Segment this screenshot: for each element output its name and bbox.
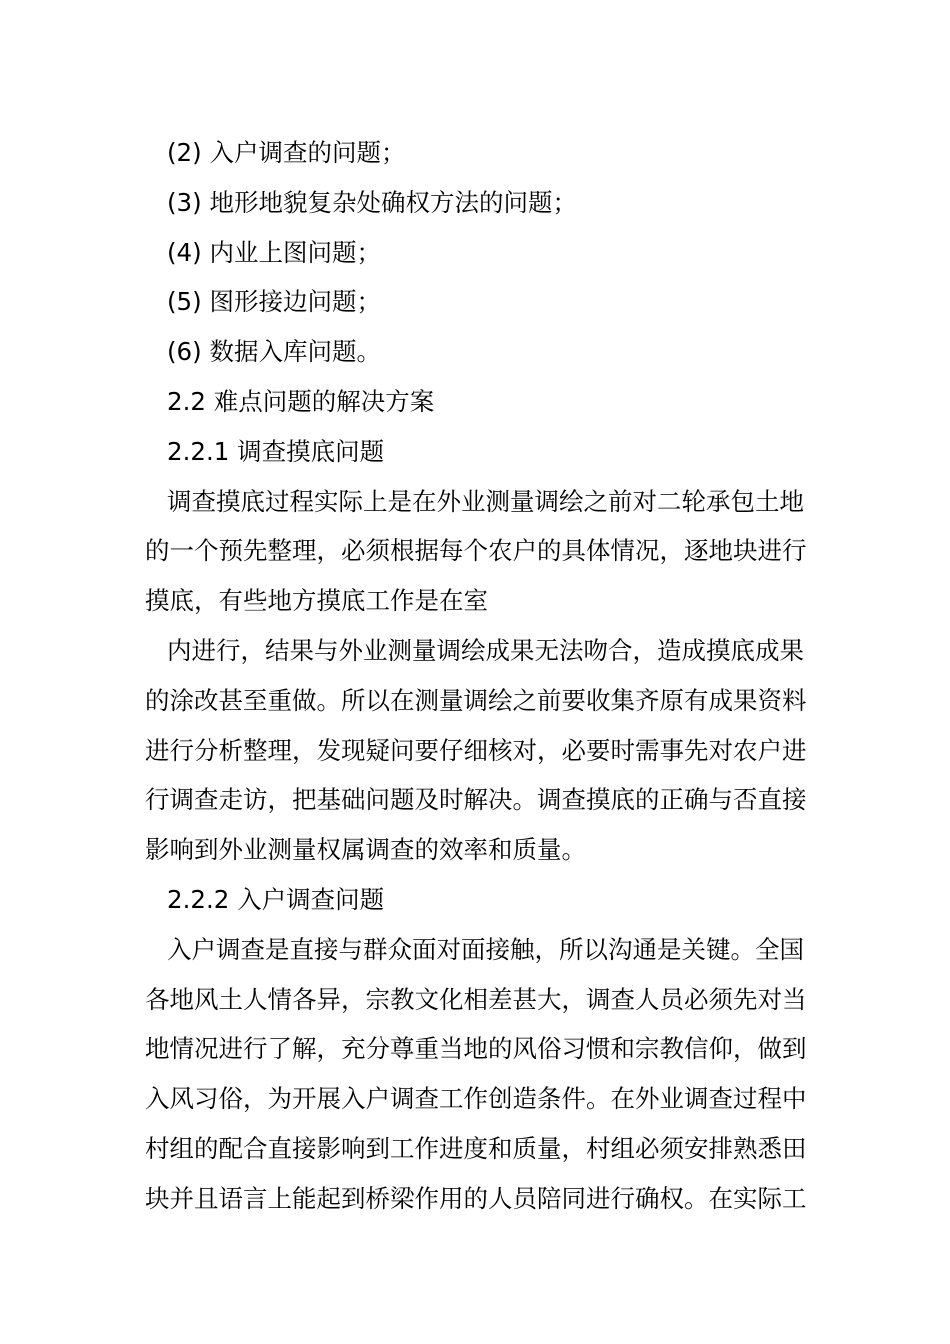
paragraph-line: 块并且语言上能起到桥梁作用的人员陪同进行确权。在实际工	[145, 1183, 807, 1213]
document-body	[145, 128, 807, 1224]
list-item: (4) 内业上图问题；	[167, 237, 381, 267]
list-item: (3) 地形地貌复杂处确权方法的问题；	[167, 187, 577, 217]
paragraph	[145, 477, 807, 626]
paragraph-line: 影响到外业测量权属调查的效率和质量。	[145, 835, 586, 865]
paragraph-line: 摸底，有些地方摸底工作是在室	[145, 586, 488, 616]
paragraph	[145, 925, 807, 1224]
subsection-heading: 2.2.1 调查摸底问题	[167, 436, 385, 466]
section-heading: 2.2 难点问题的解决方案	[167, 386, 435, 416]
paragraph-line: 入风习俗，为开展入户调查工作创造条件。在外业调查过程中	[145, 1084, 807, 1114]
paragraph-line: 各地风土人情各异，宗教文化相差甚大，调查人员必须先对当	[145, 984, 807, 1014]
list-item: (2) 入户调查的问题；	[167, 138, 406, 167]
paragraph-line: 地情况进行了解，充分尊重当地的风俗习惯和宗教信仰，做到	[145, 1034, 807, 1064]
list-item: (5) 图形接边问题；	[167, 287, 381, 317]
paragraph	[145, 626, 807, 875]
paragraph-line: 行调查走访，把基础问题及时解决。调查摸底的正确与否直接	[145, 785, 807, 815]
paragraph-line: 村组的配合直接影响到工作进度和质量，村组必须安排熟悉田	[145, 1133, 807, 1163]
paragraph-line: 内进行，结果与外业测量调绘成果无法吻合，造成摸底成果	[167, 635, 804, 665]
paragraph-line: 的一个预先整理，必须根据每个农户的具体情况，逐地块进行	[145, 536, 807, 566]
paragraph-line: 调查摸底过程实际上是在外业测量调绘之前对二轮承包土地	[167, 486, 804, 516]
list-item: (6) 数据入库问题。	[167, 337, 381, 367]
subsection-heading: 2.2.2 入户调查问题	[167, 884, 385, 914]
paragraph-line: 进行分析整理，发现疑问要仔细核对，必要时需事先对农户进	[145, 735, 807, 765]
paragraph-line: 入户调查是直接与群众面对面接触，所以沟通是关键。全国	[167, 934, 804, 964]
paragraph-line: 的涂改甚至重做。所以在测量调绘之前要收集齐原有成果资料	[145, 685, 807, 715]
